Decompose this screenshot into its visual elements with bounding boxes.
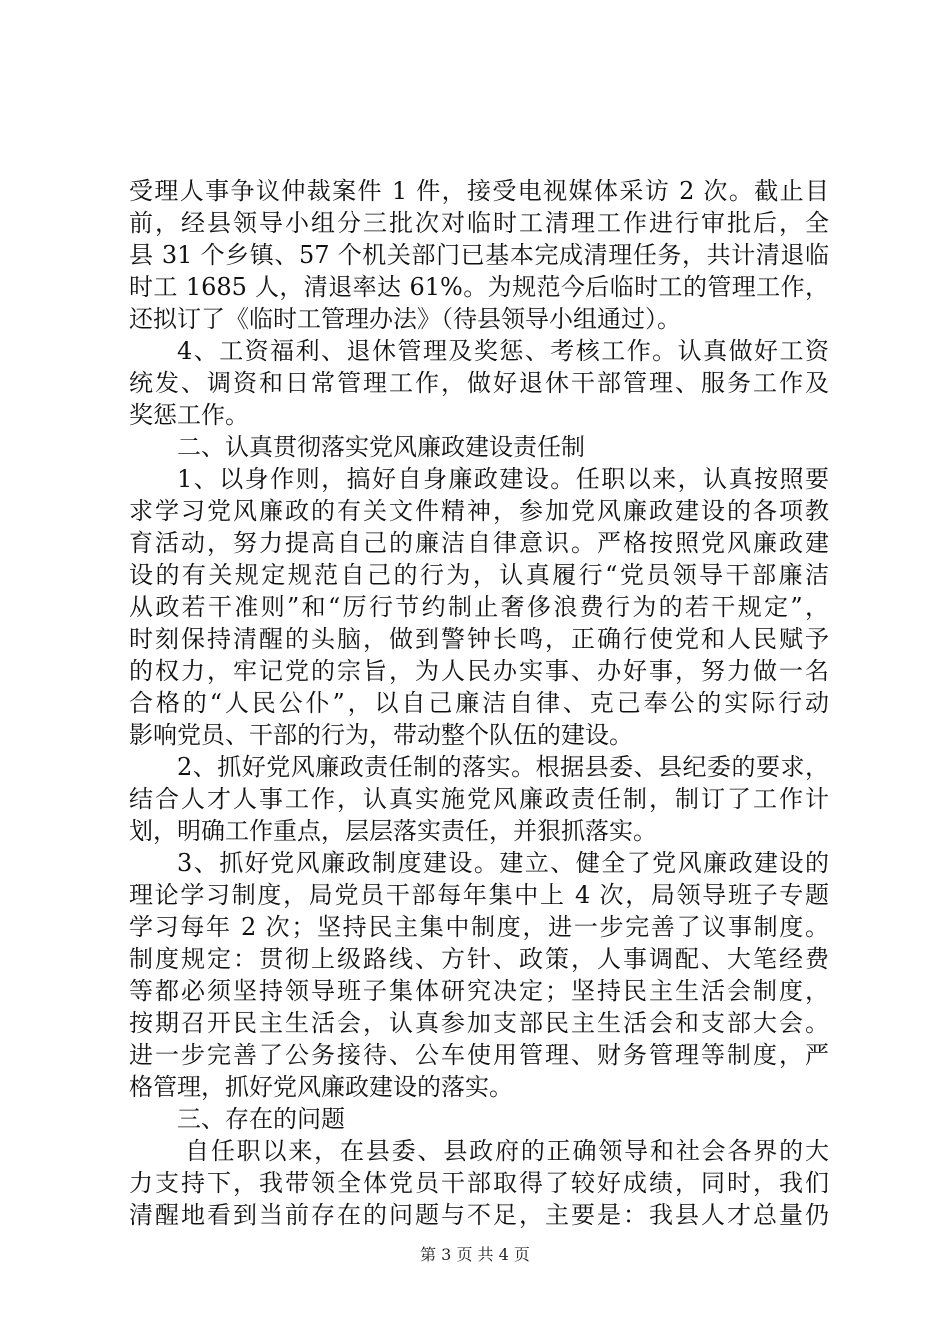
text-line: 按期召开民主生活会，认真参加支部民主生活会和支部大会。	[129, 1009, 829, 1037]
section-heading: 二、认真贯彻落实党风廉政建设责任制	[177, 433, 585, 461]
text-line: 时刻保持清醒的头脑，做到警钟长鸣，正确行使党和人民赋予	[129, 625, 829, 653]
text-line: 清醒地看到当前存在的问题与不足，主要是：我县人才总量仍	[129, 1201, 829, 1229]
text-line: 育活动，努力提高自己的廉洁自律意识。严格按照党风廉政建	[129, 529, 829, 557]
document-body	[129, 175, 829, 1231]
text-line: 力支持下，我带领全体党员干部取得了较好成绩，同时，我们	[129, 1169, 829, 1197]
text-line: 格管理，抓好党风廉政建设的落实。	[129, 1073, 513, 1101]
text-line: 1、以身作则，搞好自身廉政建设。任职以来，认真按照要	[177, 465, 829, 493]
text-line: 制度规定：贯彻上级路线、方针、政策，人事调配、大笔经费	[129, 945, 829, 973]
text-line: 2、抓好党风廉政责任制的落实。根据县委、县纪委的要求，	[177, 753, 829, 781]
text-line: 合格的“人民公仆”，以自己廉洁自律、克己奉公的实际行动	[129, 689, 829, 717]
text-line: 还拟订了《临时工管理办法》（待县领导小组通过）。	[129, 305, 681, 333]
text-line: 学习每年 2 次；坚持民主集中制度，进一步完善了议事制度。	[129, 913, 829, 941]
text-line: 自任职以来，在县委、县政府的正确领导和社会各界的大	[185, 1137, 829, 1165]
text-line: 影响党员、干部的行为，带动整个队伍的建设。	[129, 721, 633, 749]
text-line: 统发、调资和日常管理工作，做好退休干部管理、服务工作及	[129, 369, 829, 397]
text-line: 县 31 个乡镇、57 个机关部门已基本完成清理任务，共计清退临	[129, 241, 829, 269]
text-line: 奖惩工作。	[129, 401, 249, 429]
text-line: 设的有关规定规范自己的行为，认真履行“党员领导干部廉洁	[129, 561, 829, 589]
text-line: 前，经县领导小组分三批次对临时工清理工作进行审批后，全	[129, 209, 829, 237]
text-line: 求学习党风廉政的有关文件精神，参加党风廉政建设的各项教	[129, 497, 829, 525]
text-line: 结合人才人事工作，认真实施党风廉政责任制，制订了工作计	[129, 785, 829, 813]
text-line: 理论学习制度，局党员干部每年集中上 4 次，局领导班子专题	[129, 881, 829, 909]
text-line: 受理人事争议仲裁案件 1 件，接受电视媒体采访 2 次。截止目	[129, 177, 829, 205]
text-line: 从政若干准则”和“厉行节约制止奢侈浪费行为的若干规定”，	[129, 593, 829, 621]
text-line: 划，明确工作重点，层层落实责任，并狠抓落实。	[129, 817, 657, 845]
text-line: 4、工资福利、退休管理及奖惩、考核工作。认真做好工资	[177, 337, 829, 365]
page-number: 第 3 页 共 4 页	[420, 1245, 530, 1264]
text-line: 的权力，牢记党的宗旨，为人民办实事、办好事，努力做一名	[129, 657, 829, 685]
text-line: 进一步完善了公务接待、公车使用管理、财务管理等制度，严	[129, 1041, 829, 1069]
text-line: 时工 1685 人，清退率达 61%。为规范今后临时工的管理工作，	[129, 273, 829, 301]
section-heading: 三、存在的问题	[177, 1105, 345, 1133]
text-line: 3、抓好党风廉政制度建设。建立、健全了党风廉政建设的	[177, 849, 829, 877]
text-line: 等都必须坚持领导班子集体研究决定；坚持民主生活会制度，	[129, 977, 829, 1005]
